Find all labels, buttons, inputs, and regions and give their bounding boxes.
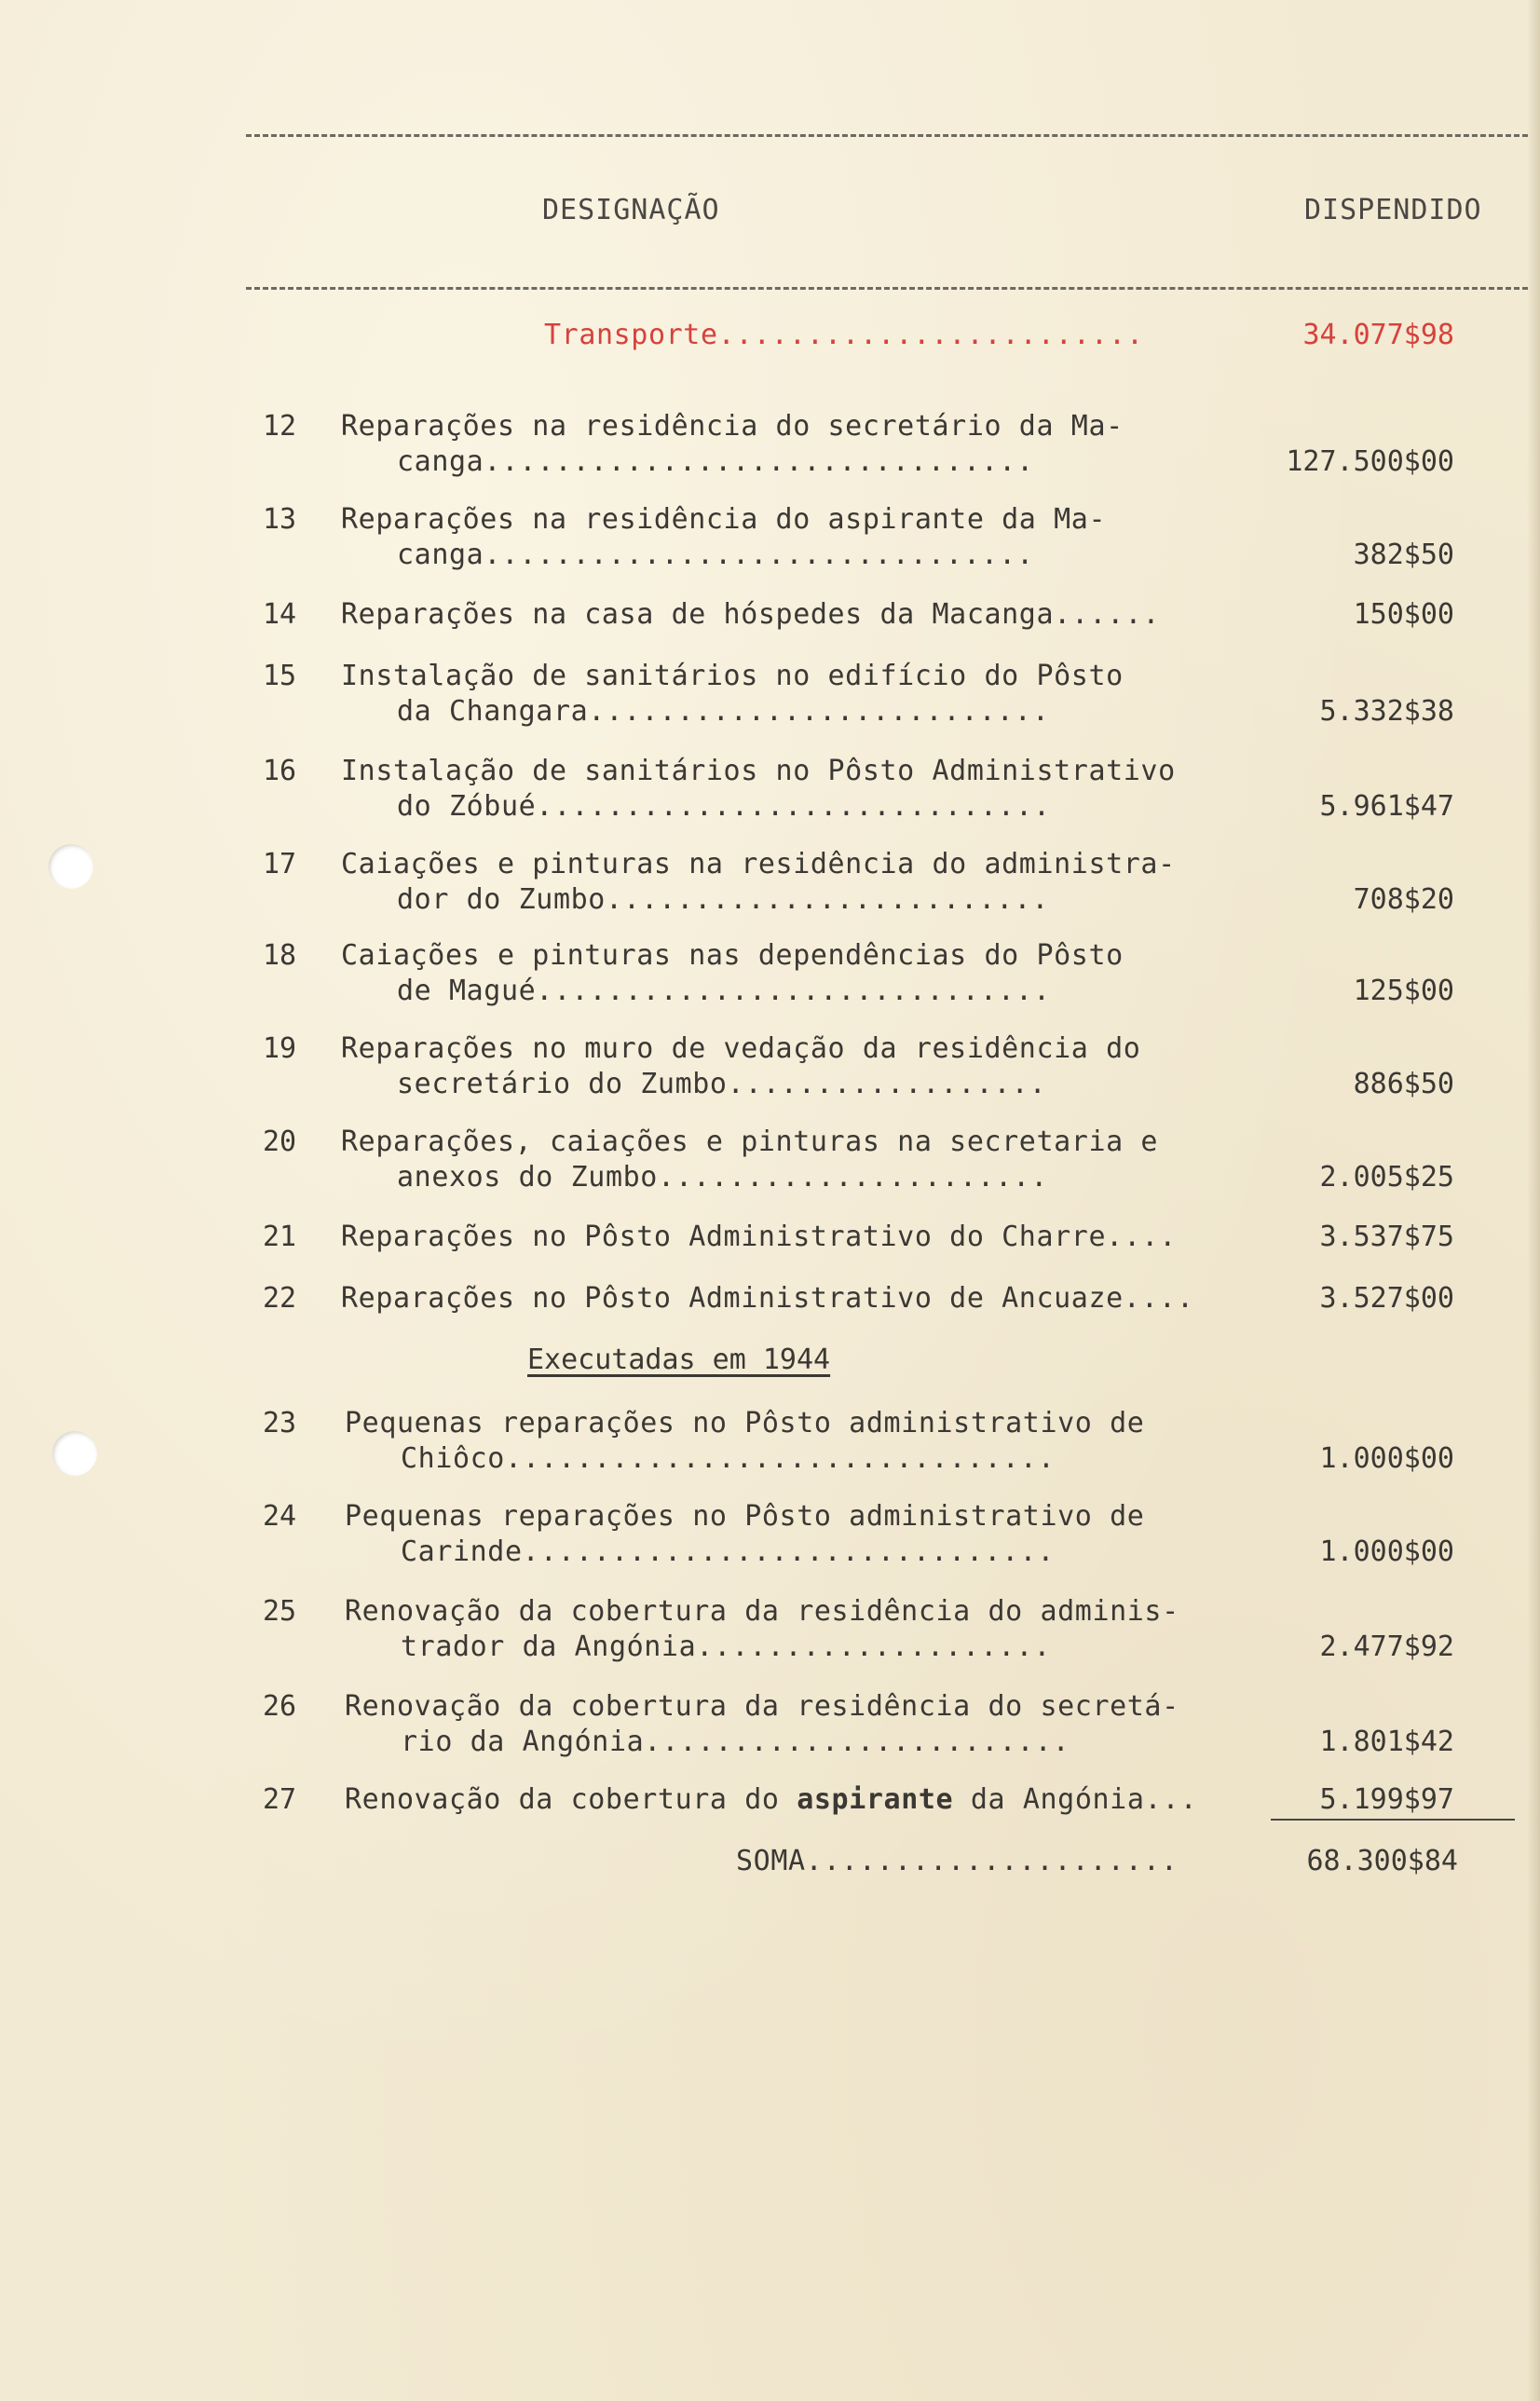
row-number: 27 <box>263 1783 297 1816</box>
row-number: 19 <box>263 1032 297 1065</box>
row-text-line2: secretário do Zumbo <box>397 1068 728 1100</box>
row-amount: 3.537$75 <box>1319 1221 1454 1253</box>
row-amount: 150$00 <box>1353 598 1454 631</box>
row-text-line1: Reparações no muro de vedação da residência do <box>341 1032 1141 1065</box>
row-number: 15 <box>263 660 297 692</box>
row-description <box>341 598 1161 632</box>
row-leader: ...... <box>1054 598 1161 631</box>
row-amount: 708$20 <box>1353 883 1454 916</box>
row-number: 20 <box>263 1125 297 1158</box>
row-leader: ............................... <box>484 445 1035 478</box>
row-description <box>345 1690 1179 1759</box>
row-description <box>341 755 1176 824</box>
row-text-line1: Reparações no Pôsto Administrativo de Ancuaze <box>341 1282 1124 1315</box>
row-text-line2-wrap <box>397 539 1106 572</box>
row-leader: .............................. <box>522 1535 1056 1568</box>
row-text-line1: Reparações na casa de hóspedes da Macanga <box>341 598 1055 631</box>
row-amount: 1.801$42 <box>1319 1726 1454 1758</box>
header-bottom-rule <box>246 287 1528 290</box>
row-text-line2-wrap <box>397 883 1176 917</box>
row-leader: ... <box>1144 1783 1198 1816</box>
row-number: 14 <box>263 598 297 631</box>
row-amount: 3.527$00 <box>1319 1282 1454 1315</box>
row-amount: 2.477$92 <box>1319 1630 1454 1663</box>
row-text-line2: canga <box>397 539 484 571</box>
row-text-line2: rio da Angónia <box>401 1726 645 1758</box>
row-text-line2: da Changara <box>397 695 589 728</box>
row-text-line1: Pequenas reparações no Pôsto administrativo de <box>345 1500 1145 1533</box>
row-description <box>341 848 1176 917</box>
row-text-line2-wrap <box>397 695 1124 729</box>
transport-label-wrap <box>544 319 1144 351</box>
row-description <box>341 410 1124 479</box>
row-description <box>341 1125 1158 1194</box>
row-text-line2: do Zóbué <box>397 790 537 823</box>
total-leader: ..................... <box>805 1845 1179 1877</box>
transport-label: Transporte <box>544 319 718 351</box>
row-text-line2: Carinde <box>401 1535 523 1568</box>
row-text-line1: Reparações, caiações e pinturas na secretaria e <box>341 1125 1159 1158</box>
row-number: 23 <box>263 1407 297 1439</box>
row-number: 17 <box>263 848 297 880</box>
row-leader: ............................... <box>484 539 1035 571</box>
row-leader: ......................... <box>605 883 1050 916</box>
row-description <box>341 1221 1177 1254</box>
row-description <box>345 1595 1179 1664</box>
row-text-line1: Reparações no Pôsto Administrativo do Charre <box>341 1221 1107 1253</box>
row-amount: 382$50 <box>1353 539 1454 571</box>
row-text-line1: Caiações e pinturas na residência do administra- <box>341 848 1176 880</box>
column-header-designation: DESIGNAÇÃO <box>542 194 720 226</box>
row-text-line1: Renovação da cobertura da residência do adminis- <box>345 1595 1179 1628</box>
row-text-line2: trador da Angónia <box>401 1630 697 1663</box>
row-number: 26 <box>263 1690 297 1723</box>
row-number: 25 <box>263 1595 297 1628</box>
row-description <box>341 1282 1194 1316</box>
row-amount: 125$00 <box>1353 975 1454 1007</box>
row-text-line1: Reparações na residência do aspirante da Ma- <box>341 503 1107 536</box>
row-description <box>345 1500 1144 1569</box>
row-text-line2-wrap <box>397 975 1124 1008</box>
row-text-part-b: aspirante <box>797 1783 954 1816</box>
row-amount: 2.005$25 <box>1319 1161 1454 1194</box>
row-text-part-c: da Angónia <box>970 1783 1145 1816</box>
transport-amount: 34.077$98 <box>1302 319 1454 351</box>
row-text-line1: Instalação de sanitários no edifício do Pôsto <box>341 660 1124 692</box>
row-description <box>341 660 1124 729</box>
row-number: 21 <box>263 1221 297 1253</box>
row-description <box>341 939 1124 1008</box>
row-text-line2-wrap <box>397 445 1124 479</box>
row-leader: .................. <box>727 1068 1047 1100</box>
total-amount: 68.300$84 <box>1306 1845 1458 1877</box>
row-text-line2-wrap <box>401 1442 1144 1476</box>
row-amount: 1.000$00 <box>1319 1442 1454 1475</box>
row-text-line2-wrap <box>401 1726 1179 1759</box>
section-subheading: Executadas em 1944 <box>527 1344 831 1376</box>
row-text-line2-wrap <box>397 790 1176 824</box>
row-text-line2: anexos do Zumbo <box>397 1161 658 1194</box>
page-edge-shadow <box>1527 0 1540 2401</box>
row-text-line2-wrap <box>397 1161 1158 1194</box>
row-text-line2: de Magué <box>397 975 537 1007</box>
row-number: 18 <box>263 939 297 972</box>
header-top-rule <box>246 134 1528 137</box>
transport-leader: ........................ <box>717 319 1145 351</box>
row-text-line2-wrap <box>397 1068 1140 1101</box>
row-amount: 127.500$00 <box>1286 445 1454 478</box>
row-description <box>345 1783 1198 1817</box>
row-number: 13 <box>263 503 297 536</box>
total-label-wrap <box>736 1845 1179 1878</box>
row-amount: 886$50 <box>1353 1068 1454 1100</box>
row-text-line2-wrap <box>401 1630 1179 1664</box>
row-text-line2: dor do Zumbo <box>397 883 606 916</box>
row-text-line1: Pequenas reparações no Pôsto administrativo de <box>345 1407 1145 1439</box>
row-number: 12 <box>263 410 297 443</box>
row-description <box>341 503 1106 572</box>
row-leader: .......................... <box>588 695 1050 728</box>
row-number: 16 <box>263 755 297 787</box>
row-text-line1: Renovação da cobertura da residência do secretá- <box>345 1690 1179 1723</box>
row-leader: ............................... <box>504 1442 1056 1475</box>
row-leader: .... <box>1106 1221 1178 1253</box>
row-text-part-a: Renovação da cobertura do <box>345 1783 780 1816</box>
punch-hole-bottom <box>52 1431 97 1476</box>
row-description <box>341 1032 1140 1101</box>
row-text-line1: Instalação de sanitários no Pôsto Administrativo <box>341 755 1176 787</box>
row-text-line2: canga <box>397 445 484 478</box>
row-number: 22 <box>263 1282 297 1315</box>
total-rule <box>1271 1819 1515 1821</box>
row-text-line2-wrap <box>401 1535 1144 1569</box>
row-number: 24 <box>263 1500 297 1533</box>
row-amount: 5.961$47 <box>1319 790 1454 823</box>
total-label: SOMA <box>736 1845 806 1877</box>
row-amount: 5.199$97 <box>1319 1783 1454 1816</box>
punch-hole-top <box>48 844 93 889</box>
row-amount: 5.332$38 <box>1319 695 1454 728</box>
row-text-line1: Caiações e pinturas nas dependências do Pôsto <box>341 939 1124 972</box>
column-header-spent: DISPENDIDO <box>1304 194 1482 226</box>
row-text-line1: Reparações na residência do secretário da Ma- <box>341 410 1124 443</box>
row-leader: ...................... <box>657 1161 1049 1194</box>
row-leader: ............................. <box>536 975 1052 1007</box>
row-leader: .... <box>1123 1282 1195 1315</box>
row-description <box>345 1407 1144 1476</box>
row-amount: 1.000$00 <box>1319 1535 1454 1568</box>
row-leader: ........................ <box>644 1726 1070 1758</box>
row-leader: ............................. <box>536 790 1052 823</box>
row-leader: .................... <box>696 1630 1052 1663</box>
row-text-line2: Chiôco <box>401 1442 505 1475</box>
